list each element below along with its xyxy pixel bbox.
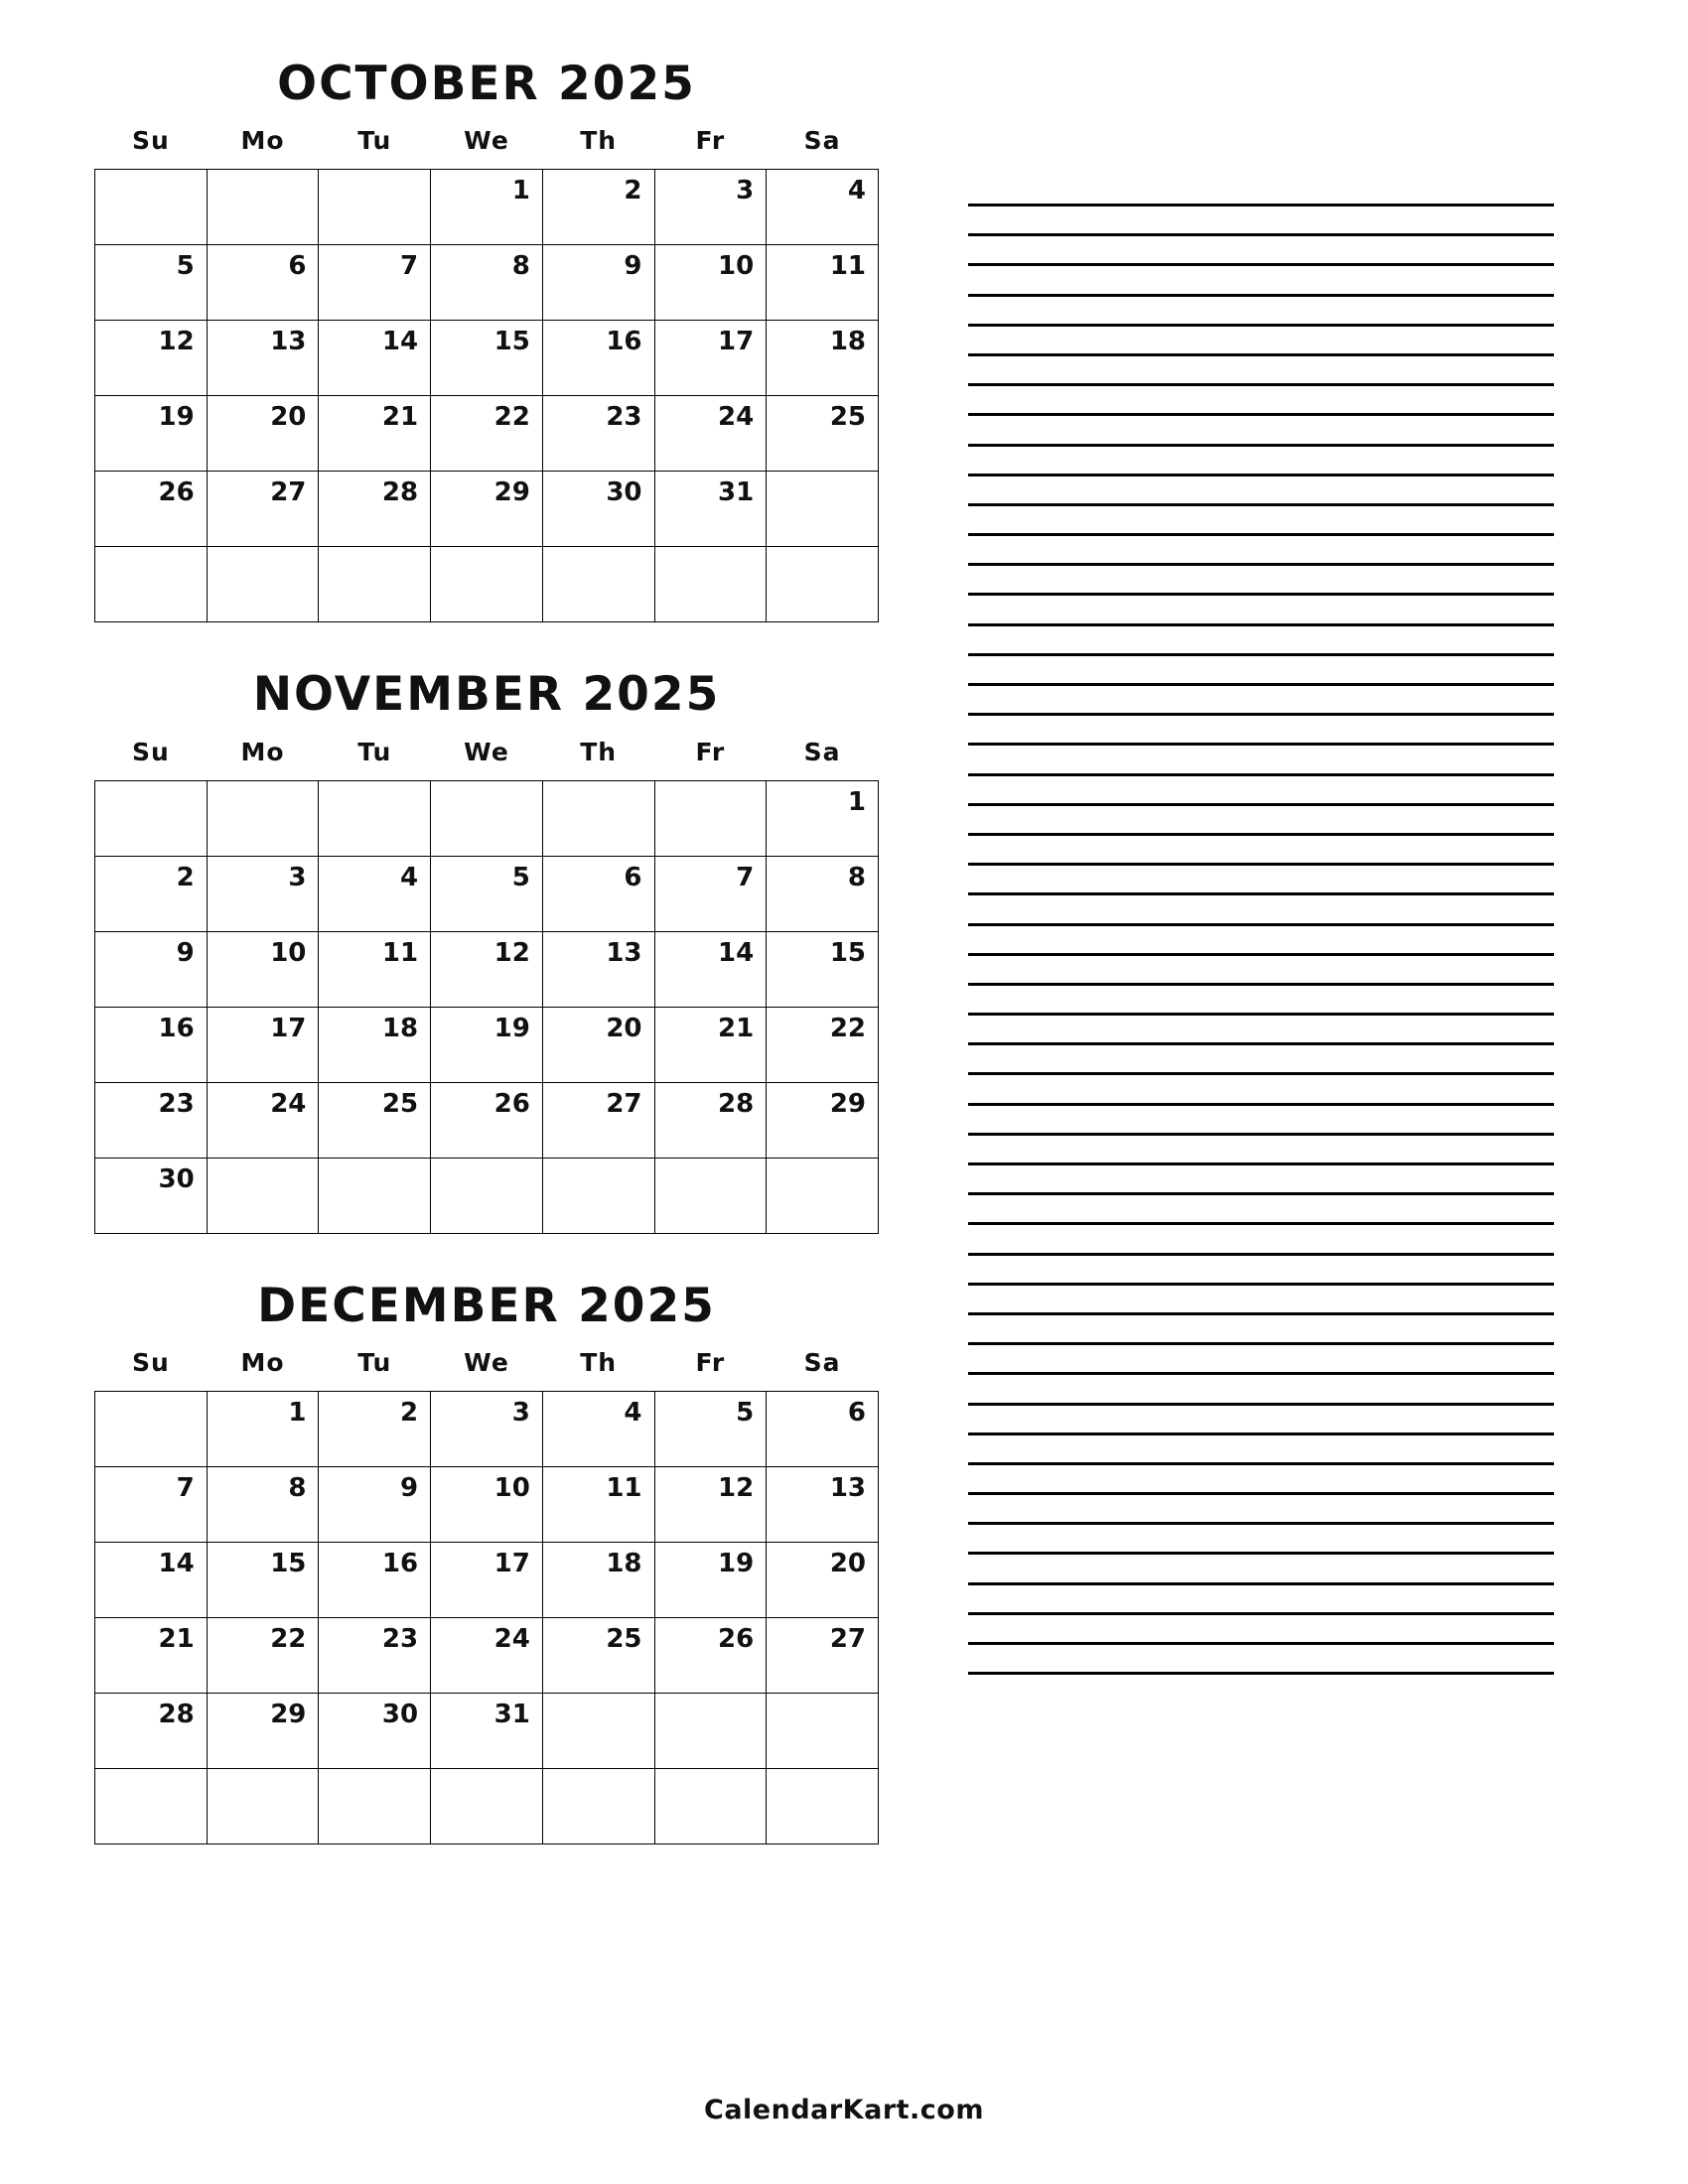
day-cell[interactable]: [654, 1694, 767, 1769]
note-line[interactable]: [968, 1042, 1554, 1045]
note-line[interactable]: [968, 324, 1554, 327]
week-row: [95, 1618, 879, 1694]
note-line[interactable]: [968, 1552, 1554, 1555]
day-cell[interactable]: [207, 1769, 319, 1844]
day-cell[interactable]: 19: [95, 396, 208, 472]
day-cell[interactable]: 13: [207, 321, 319, 396]
week-row: [95, 1007, 879, 1082]
week-row: [95, 547, 879, 622]
day-cell[interactable]: 4: [767, 170, 879, 245]
day-cell[interactable]: [431, 780, 543, 856]
day-cell[interactable]: 10: [431, 1467, 543, 1543]
day-cell[interactable]: 6: [207, 245, 319, 321]
day-cell[interactable]: [207, 780, 319, 856]
day-cell[interactable]: 22: [207, 1618, 319, 1694]
day-cell[interactable]: 28: [95, 1694, 208, 1769]
week-row: [95, 1392, 879, 1467]
note-line[interactable]: [968, 983, 1554, 986]
day-cell[interactable]: 17: [207, 1007, 319, 1082]
note-line[interactable]: [968, 1433, 1554, 1435]
day-cell[interactable]: 26: [654, 1618, 767, 1694]
day-cell[interactable]: [431, 547, 543, 622]
day-cell[interactable]: 21: [95, 1618, 208, 1694]
weekday-header-row: [95, 1348, 879, 1392]
note-line[interactable]: [968, 383, 1554, 386]
month-block: [94, 1278, 879, 1844]
weekday-header: Tu: [357, 737, 392, 766]
day-cell[interactable]: 12: [431, 931, 543, 1007]
weekday-header: Mo: [240, 1348, 285, 1378]
day-cell[interactable]: 6: [767, 1392, 879, 1467]
day-cell[interactable]: [767, 1158, 879, 1233]
note-line[interactable]: [968, 503, 1554, 506]
day-cell[interactable]: 11: [542, 1467, 654, 1543]
day-cell[interactable]: 3: [654, 170, 767, 245]
day-cell[interactable]: 2: [542, 170, 654, 245]
day-cell[interactable]: [95, 170, 208, 245]
day-cell[interactable]: 23: [95, 1082, 208, 1158]
day-cell[interactable]: 8: [767, 856, 879, 931]
day-cell[interactable]: 9: [95, 931, 208, 1007]
day-cell[interactable]: 21: [319, 396, 431, 472]
day-cell[interactable]: 15: [207, 1543, 319, 1618]
note-line[interactable]: [968, 1162, 1554, 1165]
note-line[interactable]: [968, 953, 1554, 956]
note-line[interactable]: [968, 1642, 1554, 1645]
day-cell[interactable]: 13: [767, 1467, 879, 1543]
day-cell[interactable]: 21: [654, 1007, 767, 1082]
day-cell[interactable]: 17: [654, 321, 767, 396]
day-cell[interactable]: 14: [95, 1543, 208, 1618]
day-cell[interactable]: 28: [654, 1082, 767, 1158]
day-cell[interactable]: 20: [767, 1543, 879, 1618]
note-line[interactable]: [968, 1462, 1554, 1465]
weekday-header: Fr: [695, 126, 726, 156]
day-cell[interactable]: 16: [542, 321, 654, 396]
week-row: [95, 1769, 879, 1844]
weekday-header: Fr: [695, 1348, 726, 1378]
week-row: [95, 396, 879, 472]
weekday-header: We: [464, 737, 509, 766]
weekday-header: Sa: [803, 126, 841, 156]
weekday-header: Tu: [357, 1348, 392, 1378]
day-cell[interactable]: 25: [542, 1618, 654, 1694]
note-line[interactable]: [968, 474, 1554, 477]
day-cell[interactable]: [767, 1769, 879, 1844]
note-line[interactable]: [968, 833, 1554, 836]
day-cell[interactable]: 3: [431, 1392, 543, 1467]
day-cell[interactable]: [207, 547, 319, 622]
day-cell[interactable]: [767, 547, 879, 622]
day-cell[interactable]: 12: [95, 321, 208, 396]
day-cell[interactable]: 1: [767, 780, 879, 856]
note-line[interactable]: [968, 1403, 1554, 1406]
day-cell[interactable]: [767, 1694, 879, 1769]
day-cell[interactable]: 3: [207, 856, 319, 931]
month-title: OCTOBER 2025: [277, 57, 696, 111]
note-line[interactable]: [968, 1342, 1554, 1345]
week-row: [95, 245, 879, 321]
note-line[interactable]: [968, 533, 1554, 536]
day-cell[interactable]: [207, 170, 319, 245]
week-row: [95, 170, 879, 245]
note-line[interactable]: [968, 1612, 1554, 1615]
day-cell[interactable]: 10: [207, 931, 319, 1007]
weekday-header: Th: [580, 737, 618, 766]
day-cell[interactable]: 28: [319, 472, 431, 547]
weekday-header: Mo: [240, 126, 285, 156]
day-cell[interactable]: [95, 780, 208, 856]
day-cell[interactable]: 18: [319, 1007, 431, 1082]
note-line[interactable]: [968, 444, 1554, 447]
note-line[interactable]: [968, 653, 1554, 656]
day-cell[interactable]: 24: [654, 396, 767, 472]
week-row: [95, 321, 879, 396]
note-line[interactable]: [968, 892, 1554, 895]
week-row: [95, 1543, 879, 1618]
note-line[interactable]: [968, 1013, 1554, 1016]
month-grid: [94, 1348, 879, 1844]
day-cell[interactable]: [431, 1158, 543, 1233]
day-cell[interactable]: 11: [767, 245, 879, 321]
weekday-header-row: [95, 738, 879, 781]
day-cell[interactable]: 31: [431, 1694, 543, 1769]
day-cell[interactable]: 29: [207, 1694, 319, 1769]
day-cell[interactable]: [319, 547, 431, 622]
note-line[interactable]: [968, 1072, 1554, 1075]
note-line[interactable]: [968, 1312, 1554, 1315]
day-cell[interactable]: 30: [319, 1694, 431, 1769]
day-cell[interactable]: 5: [431, 856, 543, 931]
day-cell[interactable]: 19: [431, 1007, 543, 1082]
day-cell[interactable]: 22: [431, 396, 543, 472]
day-cell[interactable]: [654, 547, 767, 622]
note-line[interactable]: [968, 773, 1554, 776]
footer-brand: CalendarKart.com: [704, 2095, 984, 2125]
day-cell[interactable]: 24: [431, 1618, 543, 1694]
day-cell[interactable]: [542, 547, 654, 622]
note-line[interactable]: [968, 563, 1554, 566]
note-line[interactable]: [968, 204, 1554, 206]
day-cell[interactable]: 7: [654, 856, 767, 931]
weekday-header: We: [464, 1348, 509, 1378]
day-cell[interactable]: [319, 1158, 431, 1233]
month-title: DECEMBER 2025: [257, 1278, 716, 1333]
day-cell[interactable]: [431, 1769, 543, 1844]
note-line[interactable]: [968, 1372, 1554, 1375]
day-cell[interactable]: 7: [319, 245, 431, 321]
note-line[interactable]: [968, 923, 1554, 926]
note-line[interactable]: [968, 1103, 1554, 1106]
day-cell[interactable]: 15: [767, 931, 879, 1007]
day-cell[interactable]: [542, 1694, 654, 1769]
day-cell[interactable]: 25: [767, 396, 879, 472]
week-row: [95, 780, 879, 856]
week-row: [95, 472, 879, 547]
month-grid: [94, 738, 879, 1234]
week-row: [95, 1158, 879, 1233]
note-line[interactable]: [968, 233, 1554, 236]
week-row: [95, 931, 879, 1007]
weekday-header-row: [95, 126, 879, 170]
day-cell[interactable]: 26: [95, 472, 208, 547]
note-line[interactable]: [968, 683, 1554, 686]
note-line[interactable]: [968, 1492, 1554, 1495]
day-cell[interactable]: 15: [431, 321, 543, 396]
day-cell[interactable]: 4: [319, 856, 431, 931]
day-cell[interactable]: [542, 1158, 654, 1233]
day-cell[interactable]: 1: [207, 1392, 319, 1467]
day-cell[interactable]: [654, 1769, 767, 1844]
week-row: [95, 856, 879, 931]
day-cell[interactable]: 10: [654, 245, 767, 321]
note-line[interactable]: [968, 1283, 1554, 1286]
day-cell[interactable]: 16: [95, 1007, 208, 1082]
day-cell[interactable]: 25: [319, 1082, 431, 1158]
day-cell[interactable]: [319, 780, 431, 856]
day-cell[interactable]: 2: [319, 1392, 431, 1467]
day-cell[interactable]: 14: [654, 931, 767, 1007]
note-line[interactable]: [968, 1672, 1554, 1675]
day-cell[interactable]: 5: [654, 1392, 767, 1467]
day-cell[interactable]: 16: [319, 1543, 431, 1618]
weekday-header: Tu: [357, 126, 392, 156]
week-row: [95, 1694, 879, 1769]
weekday-header: Th: [580, 1348, 618, 1378]
day-cell[interactable]: 17: [431, 1543, 543, 1618]
note-line[interactable]: [968, 593, 1554, 596]
day-cell[interactable]: 20: [542, 1007, 654, 1082]
day-cell[interactable]: [542, 780, 654, 856]
day-cell[interactable]: 27: [207, 472, 319, 547]
day-cell[interactable]: 8: [207, 1467, 319, 1543]
day-cell[interactable]: 13: [542, 931, 654, 1007]
day-cell[interactable]: [654, 1158, 767, 1233]
day-cell[interactable]: 14: [319, 321, 431, 396]
day-cell[interactable]: 18: [542, 1543, 654, 1618]
note-line[interactable]: [968, 1192, 1554, 1195]
note-line[interactable]: [968, 623, 1554, 626]
note-line[interactable]: [968, 1133, 1554, 1136]
note-line[interactable]: [968, 743, 1554, 746]
weekday-header: Mo: [240, 737, 285, 766]
weekday-header: We: [464, 126, 509, 156]
weekday-header: Fr: [695, 737, 726, 766]
day-cell[interactable]: 31: [654, 472, 767, 547]
weekday-header: Sa: [803, 1348, 841, 1378]
note-line[interactable]: [968, 863, 1554, 866]
note-line[interactable]: [968, 413, 1554, 416]
day-cell[interactable]: 24: [207, 1082, 319, 1158]
day-cell[interactable]: [542, 1769, 654, 1844]
note-line[interactable]: [968, 803, 1554, 806]
day-cell[interactable]: [654, 780, 767, 856]
weekday-header: Su: [131, 1348, 170, 1378]
week-row: [95, 1082, 879, 1158]
note-line[interactable]: [968, 1522, 1554, 1525]
note-line[interactable]: [968, 353, 1554, 356]
month-grid: [94, 126, 879, 622]
note-line[interactable]: [968, 1582, 1554, 1585]
weekday-header: Th: [580, 126, 618, 156]
day-cell[interactable]: 6: [542, 856, 654, 931]
day-cell[interactable]: [207, 1158, 319, 1233]
day-cell[interactable]: 5: [95, 245, 208, 321]
day-cell[interactable]: [95, 1392, 208, 1467]
day-cell[interactable]: 27: [542, 1082, 654, 1158]
month-block: [94, 57, 879, 622]
notes-column: [968, 204, 1554, 1702]
day-cell[interactable]: 29: [767, 1082, 879, 1158]
note-line[interactable]: [968, 294, 1554, 297]
day-cell[interactable]: 23: [319, 1618, 431, 1694]
day-cell[interactable]: 9: [542, 245, 654, 321]
day-cell[interactable]: [95, 1769, 208, 1844]
note-line[interactable]: [968, 713, 1554, 716]
day-cell[interactable]: 29: [431, 472, 543, 547]
day-cell[interactable]: [95, 547, 208, 622]
day-cell[interactable]: 8: [431, 245, 543, 321]
note-line[interactable]: [968, 1253, 1554, 1256]
day-cell[interactable]: 2: [95, 856, 208, 931]
weekday-header: Su: [131, 126, 170, 156]
day-cell[interactable]: 26: [431, 1082, 543, 1158]
month-block: [94, 667, 879, 1233]
day-cell[interactable]: [767, 472, 879, 547]
day-cell[interactable]: 22: [767, 1007, 879, 1082]
day-cell[interactable]: 9: [319, 1467, 431, 1543]
day-cell[interactable]: 19: [654, 1543, 767, 1618]
note-line[interactable]: [968, 1222, 1554, 1225]
day-cell[interactable]: 1: [431, 170, 543, 245]
day-cell[interactable]: 18: [767, 321, 879, 396]
day-cell[interactable]: 23: [542, 396, 654, 472]
calendar-column: [94, 57, 879, 1892]
day-cell[interactable]: 4: [542, 1392, 654, 1467]
month-title: NOVEMBER 2025: [252, 667, 721, 723]
day-cell[interactable]: 12: [654, 1467, 767, 1543]
weekday-header: Sa: [803, 737, 841, 766]
weekday-header: Su: [131, 737, 170, 766]
day-cell[interactable]: 11: [319, 931, 431, 1007]
day-cell[interactable]: 27: [767, 1618, 879, 1694]
day-cell[interactable]: 30: [542, 472, 654, 547]
day-cell[interactable]: 20: [207, 396, 319, 472]
week-row: [95, 1467, 879, 1543]
day-cell[interactable]: 7: [95, 1467, 208, 1543]
day-cell[interactable]: [319, 170, 431, 245]
day-cell[interactable]: 30: [95, 1158, 208, 1233]
day-cell[interactable]: [319, 1769, 431, 1844]
note-line[interactable]: [968, 263, 1554, 266]
